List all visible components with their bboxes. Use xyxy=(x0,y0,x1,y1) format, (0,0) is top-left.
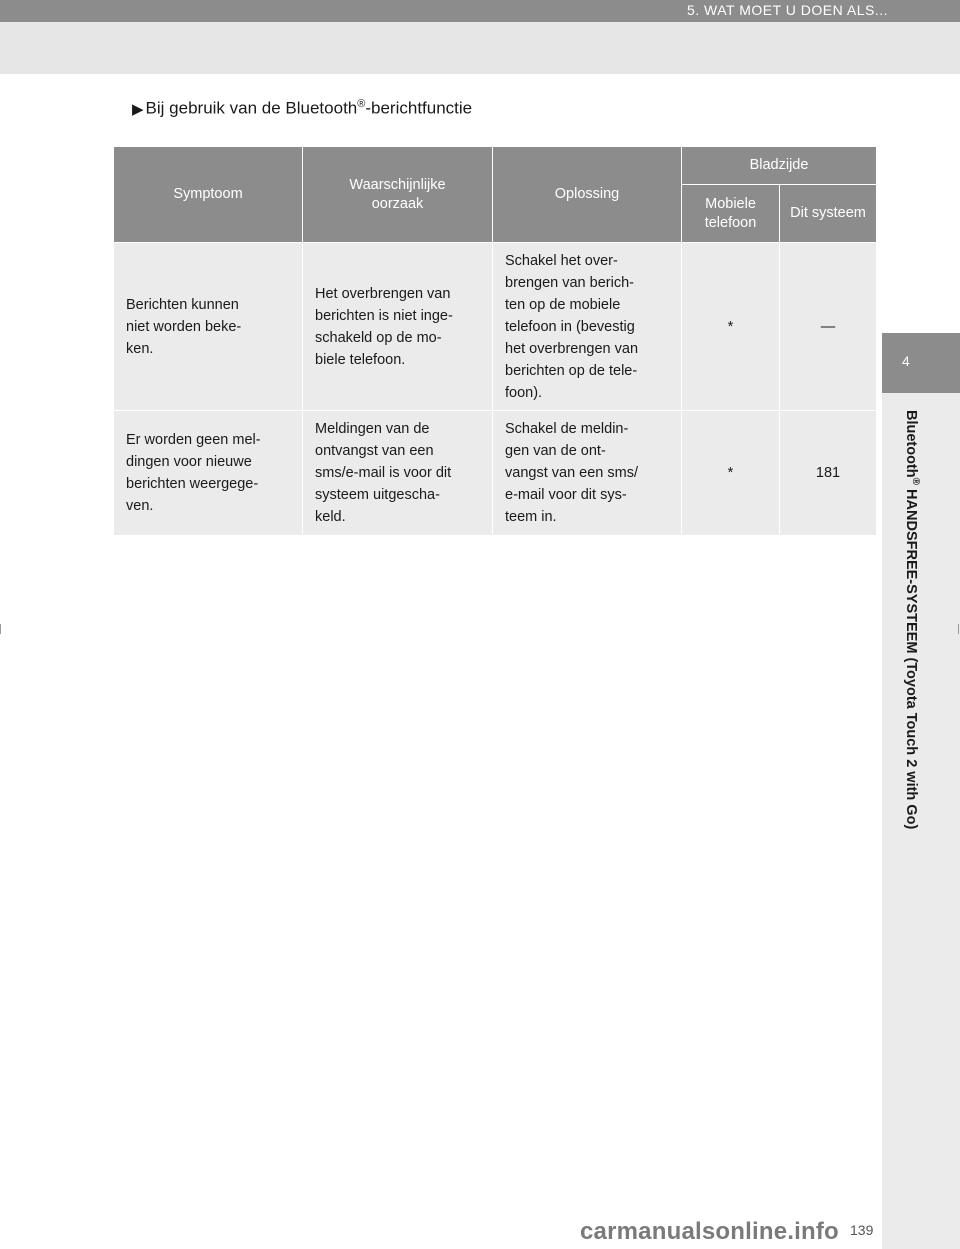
table-row xyxy=(114,243,877,411)
section-title-suffix: -berichtfunctie xyxy=(365,98,473,118)
section-heading xyxy=(132,98,472,119)
side-title-suffix: HANDSFREE-SYSTEEM (Toyota Touch 2 with Go) xyxy=(903,485,920,830)
header-this-system: Dit systeem xyxy=(780,185,877,243)
system-page-cell: 181 xyxy=(780,411,877,536)
page-number: 139 xyxy=(850,1222,874,1238)
table-row xyxy=(114,411,877,536)
header-mobile-phone: Mobiele telefoon xyxy=(682,185,780,243)
chapter-tab xyxy=(882,333,960,393)
solution-cell: Schakel de meldin- gen van de ont- vangst van een sms/ e-mail voor dit sys- teem in. xyxy=(493,411,682,536)
side-title-prefix: Bluetooth xyxy=(903,410,920,478)
mobile-page-cell: * xyxy=(682,411,780,536)
header-symptom: Symptoom xyxy=(114,147,303,243)
section-title-prefix: Bij gebruik van de Bluetooth xyxy=(145,98,358,118)
header-band xyxy=(0,22,960,74)
symptom-cell: Berichten kunnen niet worden beke- ken. xyxy=(114,243,303,411)
crop-mark-right xyxy=(958,624,959,634)
cause-cell: Meldingen van de ontvangst van een sms/e-mail is voor dit systeem uitgescha- keld. xyxy=(303,411,493,536)
triangle-right-icon: ▶ xyxy=(132,100,144,118)
chapter-number: 4 xyxy=(902,353,910,369)
solution-cell: Schakel het over- brengen van berich- ten op de mobiele telefoon in (bevestig het overbrengen van berichten op de tele- foon). xyxy=(493,243,682,411)
symptom-cell: Er worden geen mel- dingen voor nieuwe berichten weergege- ven. xyxy=(114,411,303,536)
troubleshooting-table xyxy=(113,146,877,536)
system-page-cell: — xyxy=(780,243,877,411)
side-registered-mark: ® xyxy=(910,477,921,486)
cause-cell: Het overbrengen van berichten is niet inge- schakeld op de mo- biele telefoon. xyxy=(303,243,493,411)
header-bar xyxy=(0,0,960,22)
mobile-page-cell: * xyxy=(682,243,780,411)
chapter-side-strip xyxy=(882,393,960,1249)
header-page: Bladzijde xyxy=(682,147,877,185)
header-cause: Waarschijnlijke oorzaak xyxy=(303,147,493,243)
watermark: carmanualsonline.info xyxy=(580,1218,839,1245)
chapter-side-title xyxy=(903,410,921,829)
chapter-section-title: 5. WAT MOET U DOEN ALS... xyxy=(686,2,888,18)
registered-mark: ® xyxy=(357,98,366,110)
crop-mark-left xyxy=(0,624,1,634)
header-solution: Oplossing xyxy=(493,147,682,243)
